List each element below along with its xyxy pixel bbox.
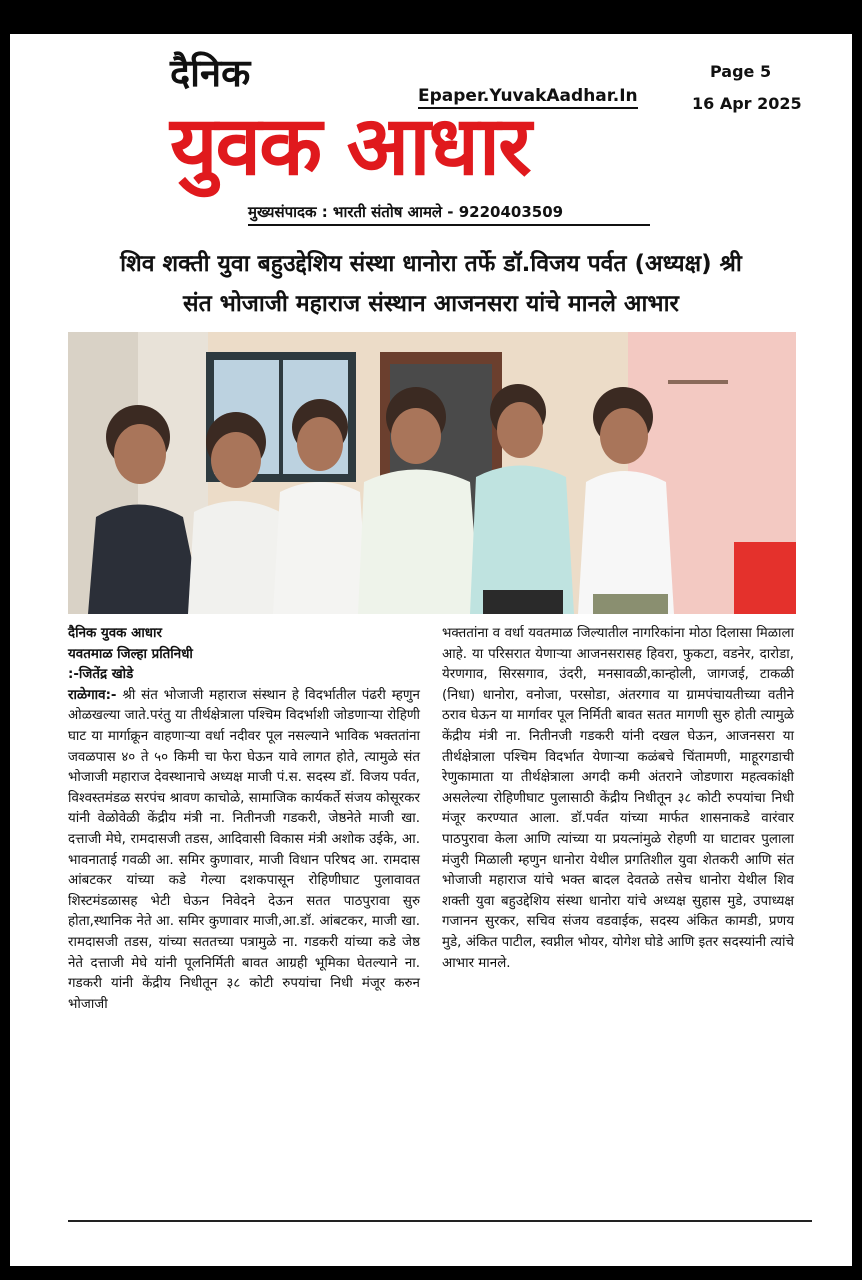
article-body-left: श्री संत भोजाजी महाराज संस्थान हे विदर्भातील पंढरी म्हणुन ओळखल्या जाते.परंतु या तीर्थक्षेत्राला पश्चिम विदर्भाशी जोडणाऱ्या रोहिणी घाट या मार्गाक्रून वाहणाऱ्या वर्धा नदीवर पूल नसल्याने भाविक भक्ततांना जवळपास ४० ते ५० किमी चा फेरा घेऊन यावे लागत होते, त्यामुळे संत भोजाजी महाराज देवस्थानाचे अध्यक्ष माजी पं.स. सदस्य डॉ. विजय पर्वत, विश्वस्तमंडळ सरपंच श्रावण काचोळे, सामाजिक कार्यकर्ते संजय कोसूरकर यांनी वेळोवेळी केंद्रीय मंत्री ना. नितीनजी गडकरी, जेष्ठनेते माजी खा. दत्ताजी मेघे, रामदासजी तडस, आदिवासी विकास मंत्री अशोक उईके, आ. भावनाताई गवळी आ. समिर कुणावार, माजी विधान परिषद आ. रामदास आंबटकर यांच्या कडे गेल्या दशकपासून रोहिणीघाट पुलावावत शिस्टमंडळासह भेटी घेऊन निवेदने देऊन सतत पाठपुरावा सुरु होता,स्थानिक नेते आ. समिर कुणावार माजी,आ.डॉ. आंबटकर, माजी खा. रामदासजी तडस, यांच्या सततच्या पत्रामुळे ना. गडकरी यांच्या कडे जेष्ठ नेते दत्ताजी मेघे यांनी पूलनिर्मिती बावत आग्रही भूमिका घेतल्याने ना. गडकरी यांनी केंद्रीय निधीतून ३८ कोटी रुपयांचा निधी मंजूर करुन भोजाजी	[68, 687, 420, 1012]
byline-reporter: :-जितेंद्र खोडे	[68, 667, 134, 683]
headline-line-2: संत भोजाजी महाराज संस्थान आजनसरा यांचे मानले आभार	[183, 291, 679, 317]
chief-editor-line: मुख्यसंपादक : भारती संतोष आमले - 9220403509	[248, 203, 564, 221]
masthead-prefix: दैनिक	[170, 51, 251, 95]
byline-paper: दैनिक युवक आधार	[68, 626, 162, 641]
article-paragraph-left	[68, 686, 420, 1016]
edition-date: 16 Apr 2025	[692, 94, 802, 113]
dateline: राळेगाव:-	[68, 687, 117, 703]
bottom-divider	[68, 1220, 812, 1222]
epaper-url: Epaper.YuvakAadhar.In	[418, 86, 638, 109]
headline-line-1: शिव शक्ती युवा बहुउद्देशिय संस्था धानोरा तर्फे डॉ.विजय पर्वत (अध्यक्ष) श्री	[120, 251, 742, 277]
page-number: Page 5	[710, 62, 772, 81]
article-column-right	[442, 624, 794, 974]
masthead-divider	[248, 224, 650, 226]
group-photo	[68, 332, 796, 614]
newspaper-page	[10, 34, 852, 1266]
article-column-left	[68, 624, 420, 1015]
article-body-right: भक्ततांना व वर्धा यवतमाळ जिल्यातील नागरिकांना मोठा दिलासा मिळाला आहे. या परिसरात येणाऱ्या आजनसरासह हिवरा, फुकटा, वडनेर, दारोडा, येरणगाव, सिरसगाव, उंदरी, मनसावळी,कान्होली, जागजई, टाकळी (निधा) धानोरा, वनोजा, परसोडा, अंतरगाव या ग्रामपंचायतीच्या वतीने ठराव घेऊन या मार्गावर पूल निर्मिती बावत सतत मागणी सुरु होती त्यामुळे केंद्रीय मंत्री ना. नितीनजी गडकरी यांनी दखल घेऊन, आजनसरा या तीर्थक्षेत्राला पश्चिम विदर्भात येणाऱ्या कळंबचे चिंतामणी, माहूरगडाची रेणुकामाता या तीर्थक्षेत्राला अगदी कमी अंतराने जोडणारा महत्वकांक्षी असलेल्या रोहिणीघाट पुलासाठी केंद्रीय निधीतून ३८ कोटी रुपयांचा निधी मंजूर करण्यात आला. डॉ.पर्वत यांच्या मार्फत शासनाकडे वारंवार पाठपुरावा केला आणि त्यांच्या या प्रयत्नांमुळे रोहणी या घाटावर पुलाला मंजुरी मिळाली म्हणुन धानोरा येथील प्रगतिशील युवा शेतकरी आणि संत भोजाजी महाराज यांचे भक्त बादल देवतळे तसेच धानोरा येथील शिव शक्ती युवा बहुउद्देशिय संस्था धानोरा यांचे अध्यक्ष सुहास मुडे, उपाध्यक्ष गजानन सुरकर, सचिव संजय वडवाईक, सदस्य अंकित कामडी, प्रणय मुडे, अंकित पाटील, स्वप्नील भोयर, योगेश घोडे आणि इतर सदस्यांनी त्यांचे आभार मानले.	[442, 626, 794, 971]
article-headline	[50, 244, 812, 324]
group-photo-illustration	[68, 332, 796, 614]
byline-bureau: यवतमाळ जिल्हा प्रतिनिधी	[68, 646, 193, 662]
masthead-title: युवक आधार	[170, 99, 530, 194]
